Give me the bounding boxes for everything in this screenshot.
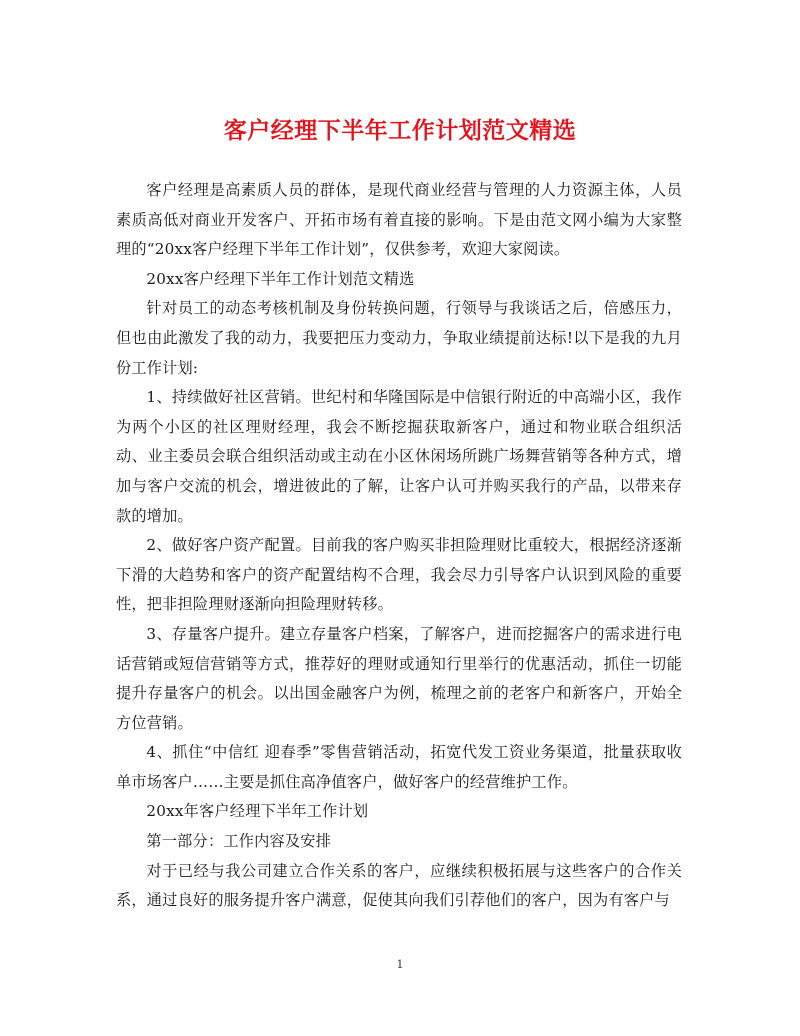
document-title: 客户经理下半年工作计划范文精选	[223, 118, 577, 144]
list-item: 1、持续做好社区营销。世纪村和华隆国际是中信银行附近的中高端小区，我作为两个小区的社区理财经理，我会不断挖掘获取新客户，通过和物业联合组织活动、业主委员会联合组织活动或主动在小区休闲场所跳广场舞营销等各种方式，增加与客户交流的机会，增进彼此的了解，让客户认可并购买我行的产品，以带来存款的增加。	[116, 388, 682, 525]
part-heading: 第一部分：工作内容及安排	[146, 832, 332, 851]
page-number: 1	[396, 958, 404, 971]
list-item: 2、做好客户资产配置。目前我的客户购买非担险理财比重较大，根据经济逐渐下滑的大趋势和客户的资产配置结构不合理，我会尽力引导客户认识到风险的重要性，把非担险理财逐渐向担险理财转移。	[116, 536, 682, 614]
intro-paragraph: 客户经理是高素质人员的群体，是现代商业经营与管理的人力资源主体，人员素质高低对商业开发客户、开拓市场有着直接的影响。下是由范文网小编为大家整理的“20xx客户经理下半年工作计划”，仅供参考，欢迎大家阅读。	[116, 181, 682, 259]
body-paragraph: 针对员工的动态考核机制及身份转换问题，行领导与我谈话之后，倍感压力，但也由此激发了我的动力，我要把压力变动力，争取业绩提前达标!以下是我的九月份工作计划:	[116, 299, 682, 377]
section-heading: 20xx年客户经理下半年工作计划	[146, 802, 369, 821]
list-item: 3、存量客户提升。建立存量客户档案，了解客户，进而挖掘客户的需求进行电话营销或短信营销等方式，推荐好的理财或通知行里举行的优惠活动，抓住一切能提升存量客户的机会。以出国金融客户为例，梳理之前的老客户和新客户，开始全方位营销。	[116, 624, 682, 732]
document-body	[116, 176, 682, 916]
list-item: 4、抓住“中信红 迎春季”零售营销活动，拓宽代发工资业务渠道，批量获取收单市场客户……主要是抓住高净值客户，做好客户的经营维护工作。	[116, 743, 682, 791]
section-heading: 20xx客户经理下半年工作计划范文精选	[146, 269, 415, 288]
body-paragraph: 对于已经与我公司建立合作关系的客户，应继续积极拓展与这些客户的合作关系，通过良好的服务提升客户满意，促使其向我们引荐他们的客户，因为有客户与	[116, 861, 682, 910]
